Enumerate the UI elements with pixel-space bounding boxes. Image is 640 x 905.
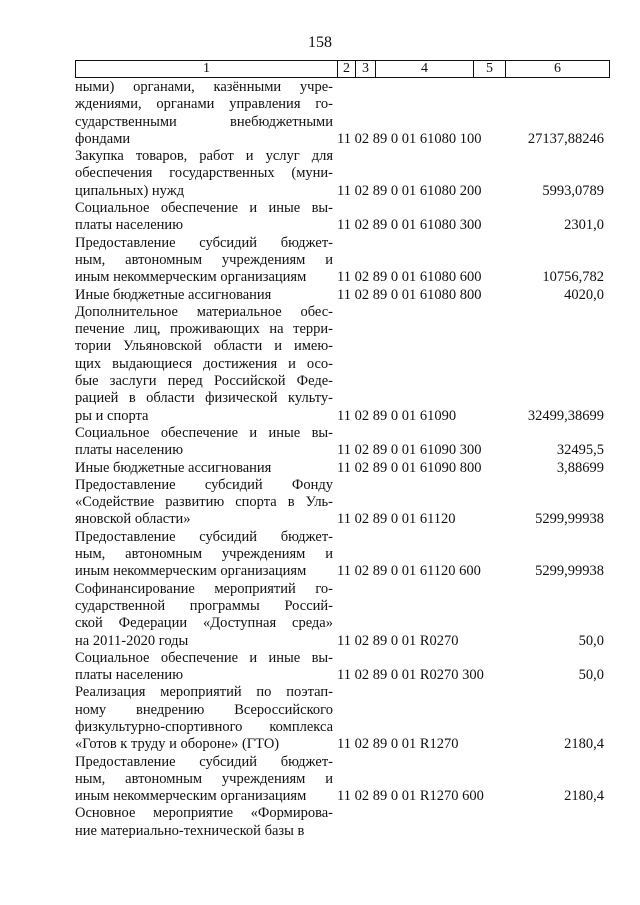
row-amount: 50,0 [578, 667, 604, 684]
description-line: платы населению [75, 667, 184, 684]
row-description [75, 529, 333, 581]
row-description [75, 684, 333, 753]
row-classification-code: 11 02 89 0 01 61080 200 [337, 182, 482, 199]
header-col-2: 2 [338, 61, 356, 77]
description-line: печение лиц, проживающих на терри- [75, 321, 333, 338]
row-description [75, 425, 333, 460]
description-line: ципальных) нужд [75, 182, 185, 199]
header-col-6: 6 [554, 61, 561, 76]
description-line: «Готов к труду и обороне» (ГТО) [75, 736, 280, 753]
row-description [75, 477, 333, 529]
row-classification-code: 11 02 89 0 01 R0270 300 [337, 667, 484, 684]
row-classification-code: 11 02 89 0 01 61080 300 [337, 217, 482, 234]
description-line: тории Ульяновской области и имею- [75, 338, 333, 355]
row-amount: 5299,99938 [535, 563, 604, 580]
description-line: Социальное обеспечение и иные вы- [75, 649, 333, 666]
row-classification-code: 11 02 89 0 01 61120 [337, 511, 456, 528]
table-row [75, 650, 610, 685]
row-amount: 50,0 [578, 632, 604, 649]
description-line: Дополнительное материальное обес- [75, 303, 333, 320]
row-amount: 32495,5 [556, 442, 604, 459]
header-col-1: 1 [76, 61, 338, 77]
row-classification-code: 11 02 89 0 01 61090 [337, 407, 457, 424]
header-col-5: 5 [474, 61, 506, 77]
row-classification-code: 11 02 89 0 01 61090 300 [337, 442, 482, 459]
description-line: бые заслуги перед Российской Феде- [75, 373, 333, 390]
description-line: Закупка товаров, работ и услуг для [75, 148, 333, 165]
row-description [75, 200, 333, 235]
description-line: рацией в области физической культу- [75, 390, 333, 407]
description-line: ской Федерации «Доступная среда» [75, 615, 333, 632]
description-line: платы населению [75, 217, 184, 234]
description-line: фондами [75, 130, 131, 147]
description-line: Социальное обеспечение и иные вы- [75, 424, 333, 441]
description-line: иным некоммерческим организациям [75, 563, 307, 580]
row-classification-code: 11 02 89 0 01 61080 100 [337, 130, 482, 147]
description-line: Предоставление субсидий Фонду [75, 476, 333, 493]
description-line: яновской области» [75, 511, 191, 528]
row-amount: 5299,99938 [535, 511, 604, 528]
description-line: ными) органами, казёнными учре- [75, 79, 333, 95]
table-row [75, 425, 610, 460]
description-line: ным, автономным учреждениям и [75, 546, 333, 563]
description-line: ным, автономным учреждениям и [75, 770, 333, 787]
page-number: 158 [308, 34, 332, 51]
row-amount: 4020,0 [564, 286, 604, 303]
description-line: Софинансирование мероприятий го- [75, 580, 333, 597]
description-line: на 2011-2020 годы [75, 632, 189, 649]
row-classification-code: 11 02 89 0 01 61090 800 [337, 459, 482, 476]
table-row [75, 148, 610, 200]
budget-table-body [75, 79, 610, 840]
row-classification-code: 11 02 89 0 01 61080 800 [337, 286, 482, 303]
row-description [75, 148, 333, 200]
table-row [75, 805, 610, 840]
description-line: Социальное обеспечение и иные вы- [75, 200, 333, 217]
table-row [75, 79, 610, 148]
row-description [75, 754, 333, 806]
row-description [75, 235, 333, 287]
row-classification-code: 11 02 89 0 01 R0270 [337, 632, 459, 649]
table-row [75, 460, 610, 477]
row-classification-code: 11 02 89 0 01 R1270 600 [337, 788, 484, 805]
description-line: «Содействие развитию спорта в Уль- [75, 494, 333, 511]
table-header [75, 60, 610, 78]
row-amount: 2180,4 [564, 788, 604, 805]
row-description [75, 460, 333, 477]
header-col-3: 3 [356, 61, 376, 77]
description-line: ние материально-технической базы в [75, 822, 305, 839]
table-row [75, 684, 610, 753]
description-line: сударственной программы Россий- [75, 597, 333, 614]
description-line: Предоставление субсидий бюджет- [75, 753, 333, 770]
row-description [75, 650, 333, 685]
row-description [75, 287, 333, 304]
description-line: Основное мероприятие «Формирова- [75, 805, 333, 822]
description-line: щих выдающиеся достижения и осо- [75, 355, 333, 372]
row-description [75, 79, 333, 148]
description-line: Предоставление субсидий бюджет- [75, 528, 333, 545]
description-line: физкультурно-спортивного комплекса [75, 718, 333, 735]
row-classification-code: 11 02 89 0 01 61120 600 [337, 563, 481, 580]
description-line: иным некоммерческим организациям [75, 788, 307, 805]
row-amount: 27137,88246 [527, 130, 604, 147]
description-line: Предоставление субсидий бюджет- [75, 234, 333, 251]
row-amount: 10756,782 [542, 269, 604, 286]
description-line: Иные бюджетные ассигнования [75, 286, 272, 303]
row-amount: 2180,4 [564, 736, 604, 753]
description-line: ным, автономным учреждениям и [75, 251, 333, 268]
description-line: Реализация мероприятий по поэтап- [75, 684, 333, 701]
description-line: ному внедрению Всероссийского [75, 701, 333, 718]
table-row [75, 200, 610, 235]
row-description [75, 304, 333, 425]
row-amount: 2301,0 [564, 217, 604, 234]
row-amount: 3,88699 [556, 459, 604, 476]
table-row [75, 754, 610, 806]
description-line: сударственными внебюджетными [75, 113, 333, 130]
table-row [75, 304, 610, 425]
row-description [75, 581, 333, 650]
row-amount: 5993,0789 [542, 182, 604, 199]
row-classification-code: 11 02 89 0 01 61080 600 [337, 269, 482, 286]
description-line: обеспечения государственных (муни- [75, 165, 333, 182]
description-line: иным некоммерческим организациям [75, 269, 307, 286]
row-classification-code: 11 02 89 0 01 R1270 [337, 736, 459, 753]
description-line: ждениями, органами управления го- [75, 96, 333, 113]
table-row [75, 287, 610, 304]
description-line: Иные бюджетные ассигнования [75, 459, 272, 476]
table-row [75, 235, 610, 287]
header-col-4: 4 [376, 61, 474, 77]
row-description [75, 805, 333, 840]
description-line: платы населению [75, 442, 184, 459]
table-row [75, 477, 610, 529]
table-row [75, 581, 610, 650]
description-line: ры и спорта [75, 407, 149, 424]
row-amount: 32499,38699 [527, 407, 604, 424]
table-row [75, 529, 610, 581]
